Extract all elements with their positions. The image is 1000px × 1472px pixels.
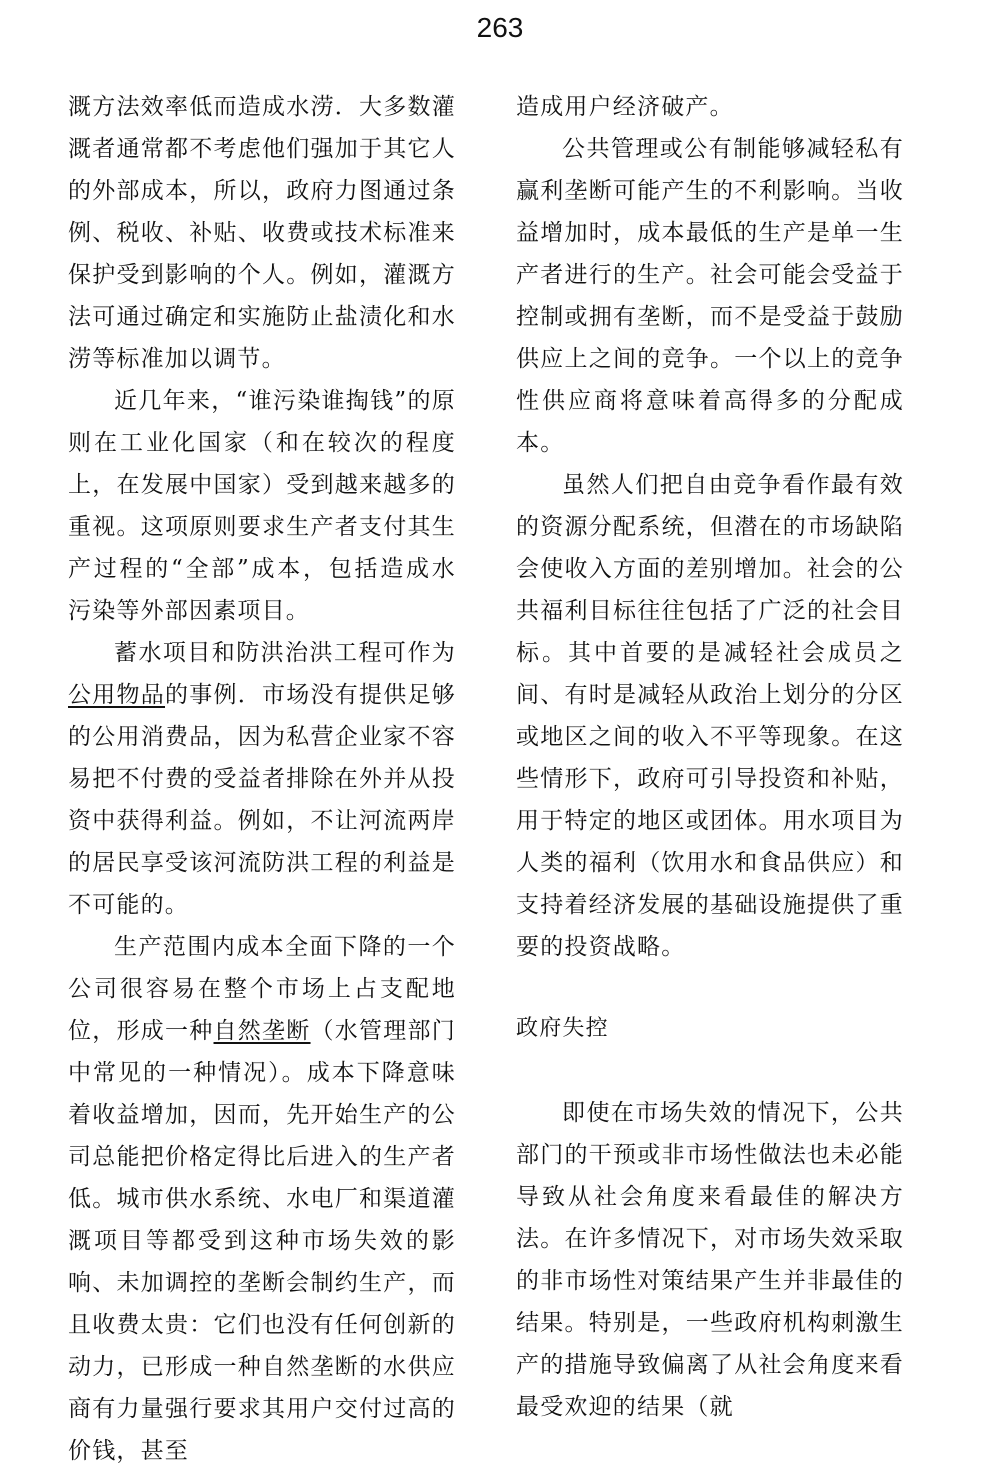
- section-heading-government-failure: 政府失控: [516, 1016, 609, 1041]
- right-paragraph-4: 即使在市场失效的情况下，公共部门的干预或非市场性做法也未必能导致从社会角度来看最佳的解决方法。在许多情况下，对市场失效采取的非市场性对策结果产生并非最佳的结果。特别是，一些政府机构刺激生产的措施导致偏离了从社会角度来看最受欢迎的结果（就: [516, 1100, 904, 1420]
- page-number: 263: [476, 12, 524, 43]
- term-public-goods: 公用物品: [68, 682, 166, 708]
- right-paragraph-2: 公共管理或公有制能够减轻私有赢利垄断可能产生的不利影响。当收益增加时，成本最低的生产是单一生产者进行的生产。社会可能会受益于控制或拥有垄断，而不是受益于鼓励供应上之间的竞争。一个以上的竞争性供应商将意味着高得多的分配成本。: [516, 136, 904, 456]
- left-paragraph-2: 近几年来，“谁污染谁掏钱”的原则在工业化国家（和在较次的程度上，在发展中国家）受到越来越多的重视。这项原则要求生产者支付其生产过程的“全部”成本，包括造成水污染等外部因素项目。: [68, 388, 456, 624]
- left-paragraph-1: 溉方法效率低而造成水涝．大多数灌溉者通常都不考虑他们强加于其它人的外部成本，所以，政府力图通过条例、税收、补贴、收费或技术标准来保护受到影响的个人。例如，灌溉方法可通过确定和实施防止盐渍化和水涝等标准加以调节。: [68, 94, 456, 372]
- left-paragraph-3: [68, 632, 456, 926]
- left-paragraph-4-text-b: （水管理部门中常见的一种情况）。成本下降意味着收益增加，因而，先开始生产的公司总能把价格定得比后进入的生产者低。城市供水系统、水电厂和渠道灌溉项目等都受到这种市场失效的影响、未加调控的垄断会制约生产，而且收费太贵：它们也没有任何创新的动力，已形成一种自然垄断的水供应商有力量强行要求其用户交付过高的价钱，甚至: [68, 1018, 456, 1464]
- left-paragraph-3-text-a: 蓄水项目和防洪治洪工程可作为: [114, 640, 456, 666]
- left-paragraph-4-text-a: 生产范围内成本全面下降的一个公司很容易在整个市场上占支配地位，形成一种: [68, 934, 456, 1044]
- right-paragraph-3: 虽然人们把自由竞争看作最有效的资源分配系统，但潜在的市场缺陷会使收入方面的差别增加。社会的公共福利目标往往包括了广泛的社会目标。其中首要的是减轻社会成员之间、有时是减轻从政治上划分的分区或地区之间的收入不平等现象。在这些情形下，政府可引导投资和补贴，用于特定的地区或团体。用水项目为人类的福利（饮用水和食品供应）和支持着经济发展的基础设施提供了重要的投资战略。: [516, 472, 904, 960]
- left-paragraph-3-text-b: 的事例．市场没有提供足够的公用消费品，因为私营企业家不容易把不付费的受益者排除在外并从投资中获得利益。例如，不让河流两岸的居民享受该河流防洪工程的利益是不可能的。: [68, 682, 456, 918]
- left-column: [68, 86, 456, 1472]
- left-paragraph-4: [68, 926, 456, 1472]
- right-column: [516, 86, 904, 1428]
- term-natural-monopoly: 自然垄断: [213, 1018, 311, 1044]
- right-paragraph-1: 造成用户经济破产。: [516, 94, 734, 120]
